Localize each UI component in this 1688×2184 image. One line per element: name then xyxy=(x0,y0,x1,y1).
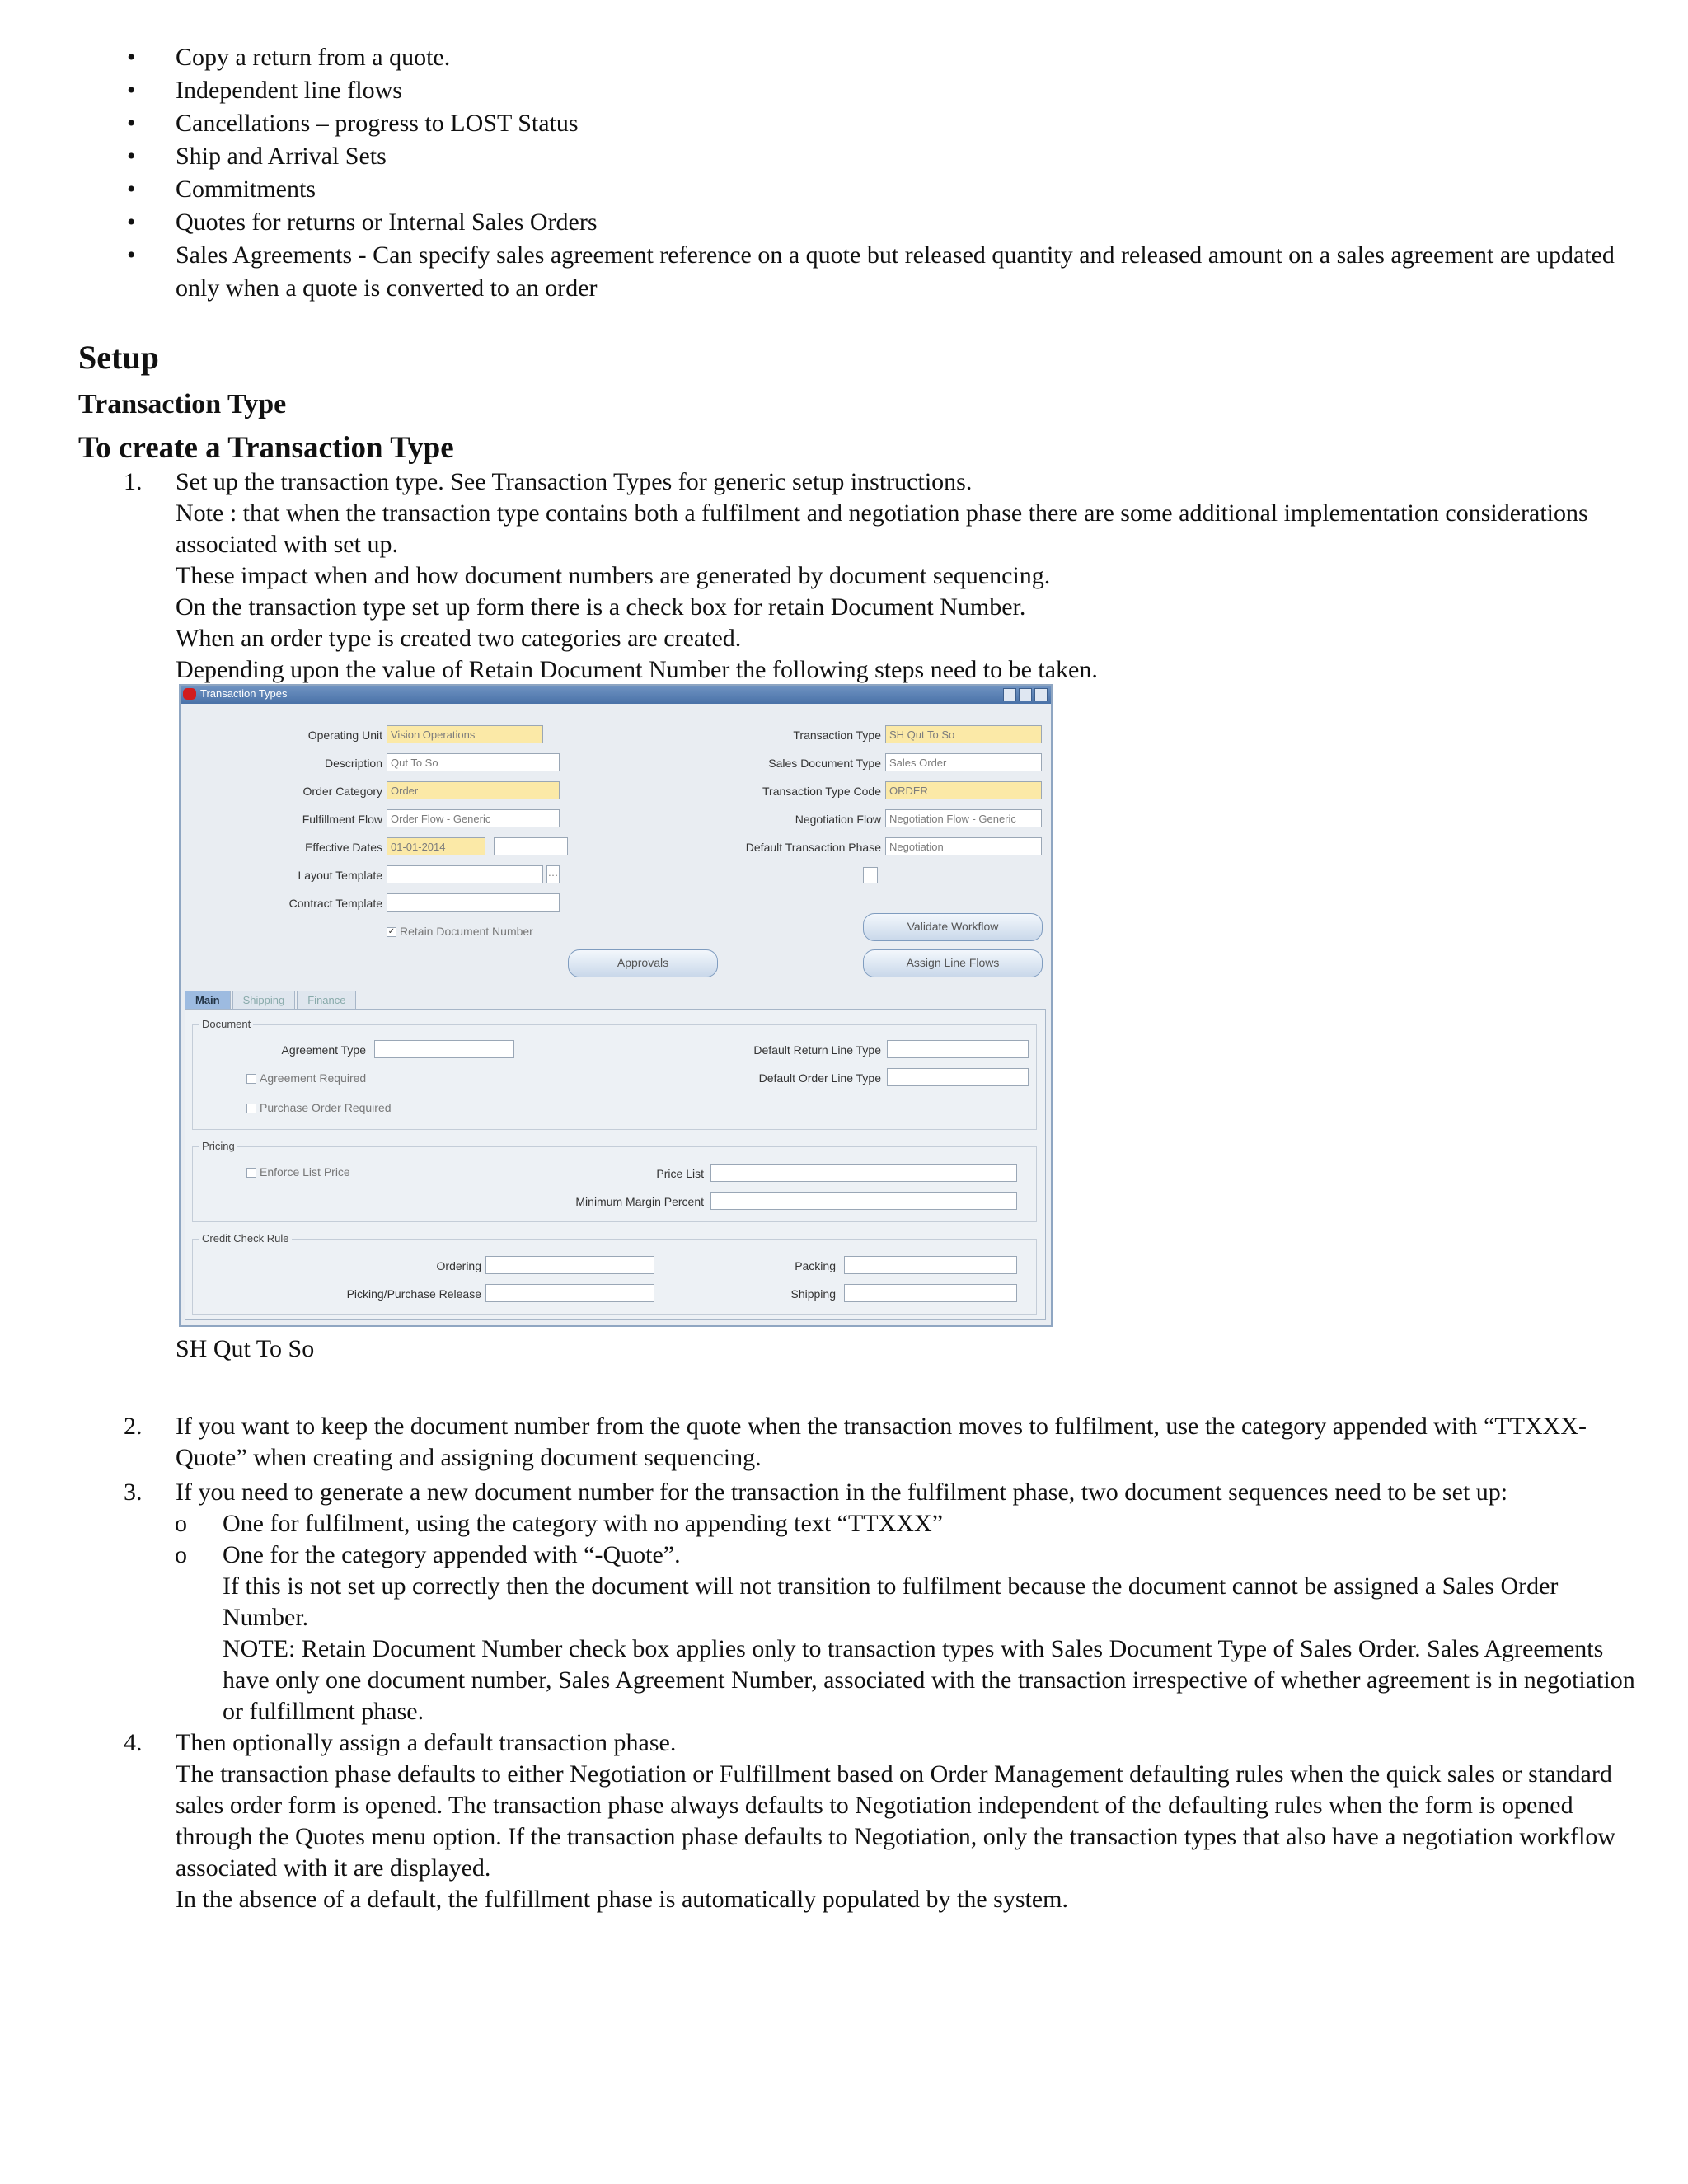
purchase-order-required-checkbox[interactable]: Purchase Order Required xyxy=(246,1101,392,1114)
default-transaction-phase-field[interactable]: Negotiation xyxy=(885,837,1042,855)
steps-list xyxy=(124,466,1648,686)
step-3-subitem: o One for the category appended with “-Quote”. If this is not set up correctly then the document will not transition to fulfilment because the document cannot be assigned a Sales Order Number. NOTE: Retain Document Number check box applies only to transaction types with Sales Document Type of Sales Order. Sales Agreements have only one document number, Sales Agreement Number, associated with the transaction irrespective of whether agreement is in negotiation or fulfillment phase. xyxy=(175,1541,1635,1725)
window-titlebar: Transaction Types xyxy=(181,686,1051,704)
tab-finance[interactable]: Finance xyxy=(297,991,356,1009)
create-transaction-type-heading: To create a Transaction Type xyxy=(78,431,454,465)
default-return-line-type-field[interactable] xyxy=(887,1040,1029,1058)
retain-document-number-checkbox[interactable]: ✓ Retain Document Number xyxy=(387,925,533,938)
list-of-values-icon[interactable]: … xyxy=(546,865,560,883)
checked-box-icon: ✓ xyxy=(387,927,396,937)
oracle-logo-icon xyxy=(183,688,196,700)
step-2: 2. If you want to keep the document number from the quote when the transaction moves to fulfilment, use the category appended with “TTXXX-Quote” when creating and assigning document sequencing. xyxy=(124,1413,1587,1471)
transaction-type-field[interactable]: SH Qut To So xyxy=(885,725,1042,743)
effective-date-from-field[interactable]: 01-01-2014 xyxy=(387,837,485,855)
feature-bullet-list xyxy=(124,41,1632,305)
minimum-margin-percent-field[interactable] xyxy=(710,1192,1017,1210)
bullet-item: • Quotes for returns or Internal Sales Orders xyxy=(127,209,598,236)
bullet-item: • Sales Agreements - Can specify sales agreement reference on a quote but released quantity and released amount on a sales agreement are updated only when a quote is converted to an order xyxy=(127,241,1615,302)
maximize-icon[interactable] xyxy=(1019,688,1032,701)
step-4: 4. Then optionally assign a default transaction phase. The transaction phase defaults to either Negotiation or Fulfillment based on Order Management defaulting rules when the quick sales or standard sales order form is opened. The transaction phase always defaults to Negotiation independent of the defaulting rules when the form is opened through the Quotes menu option. If the transaction phase defaults to Negotiation, only the transaction types that also have a negotiation workflow associated with it are displayed. In the absence of a default, the fulfillment phase is automatically populated by the system. xyxy=(124,1729,1616,1913)
fulfillment-flow-field[interactable]: Order Flow - Generic xyxy=(387,809,560,827)
pricing-group: Pricing Enforce List Price Price List Minimum Margin Percent xyxy=(192,1146,1037,1222)
bullet-item: • Ship and Arrival Sets xyxy=(127,143,387,170)
minimize-icon[interactable] xyxy=(1003,688,1016,701)
tab-shipping[interactable]: Shipping xyxy=(232,991,296,1009)
bullet-item: • Cancellations – progress to LOST Status xyxy=(127,110,579,137)
credit-check-rule-group: Credit Check Rule Ordering Picking/Purchase Release Packing Shipping xyxy=(192,1239,1037,1315)
figure-caption: SH Qut To So xyxy=(176,1335,315,1362)
transaction-type-heading: Transaction Type xyxy=(78,389,287,419)
ordering-field[interactable] xyxy=(485,1256,654,1274)
shipping-field[interactable] xyxy=(844,1284,1017,1302)
description-field[interactable]: Qut To So xyxy=(387,753,560,771)
step-1: 1. Set up the transaction type. See Transaction Types for generic setup instructions. Note : that when the transaction type contains both a fulfilment and negotiation phase there are some additional implementation considerations associated with set up. These impact when and how document numbers are generated by document sequencing. On the transaction type set up form there is a check box for retain Document Number. When an order type is created two categories are created. Depending upon the value of Retain Document Number the following steps need to be taken. xyxy=(124,468,1588,683)
packing-field[interactable] xyxy=(844,1256,1017,1274)
layout-template-field[interactable] xyxy=(387,865,543,883)
validate-workflow-button[interactable]: Validate Workflow xyxy=(863,913,1043,941)
negotiation-flow-field[interactable]: Negotiation Flow - Generic xyxy=(885,809,1042,827)
agreement-type-field[interactable] xyxy=(374,1040,514,1058)
effective-date-to-field[interactable] xyxy=(494,837,568,855)
bullet-item: • Independent line flows xyxy=(127,77,402,104)
order-category-field[interactable]: Order xyxy=(387,781,560,799)
step-3: 3. If you need to generate a new document number for the transaction in the fulfilment phase, two document sequences need to be set up: xyxy=(124,1479,1508,1506)
price-list-field[interactable] xyxy=(710,1164,1017,1182)
sales-document-type-field[interactable]: Sales Order xyxy=(885,753,1042,771)
transaction-type-code-field[interactable]: ORDER xyxy=(885,781,1042,799)
bullet-item: • Commitments xyxy=(127,176,316,203)
assign-line-flows-button[interactable]: Assign Line Flows xyxy=(863,949,1043,977)
descriptive-flex-field[interactable] xyxy=(863,867,878,883)
transaction-types-form-screenshot: Transaction Types Operating Unit Vision Operations Description Qut To So Order Category Order Fulfillment Flow Order Flow - Generic Effective Dates 01-01-2014 Layout Template … Contract Template ✓ Retain Document Number Transaction Type SH Qut To So Sales Document Type Sales Order Transaction Type Code ORDER Negotiation Flow Negotiation Flow - Generic Default Transaction Phase Negotiation Validate Workflow Approvals Assign Line Flows Main Shipping Finance Document Agreement Type Agreement Required Purchase Order Required Default Return Line Type Default Order Line Type Pricing Enforce List Price Price List Minimum Margin Percent Credit Check Rule Ordering Picking/Purchase Release Packing Shipping xyxy=(179,684,1053,1327)
picking-purchase-release-field[interactable] xyxy=(485,1284,654,1302)
setup-heading: Setup xyxy=(78,339,159,376)
operating-unit-field[interactable]: Vision Operations xyxy=(387,725,543,743)
document-group: Document Agreement Type Agreement Required Purchase Order Required Default Return Line Type Default Order Line Type xyxy=(192,1024,1037,1130)
main-tab-panel xyxy=(185,1009,1046,1320)
step-3-subitem: o One for fulfilment, using the category with no appending text “TTXXX” xyxy=(175,1510,943,1537)
tab-main[interactable]: Main xyxy=(185,991,231,1009)
form-tabs xyxy=(185,991,358,1009)
contract-template-field[interactable] xyxy=(387,893,560,912)
close-icon[interactable] xyxy=(1034,688,1048,701)
enforce-list-price-checkbox[interactable]: Enforce List Price xyxy=(246,1165,350,1179)
approvals-button[interactable]: Approvals xyxy=(568,949,718,977)
default-order-line-type-field[interactable] xyxy=(887,1068,1029,1086)
steps-list-continued xyxy=(124,1411,1648,1915)
agreement-required-checkbox[interactable]: Agreement Required xyxy=(246,1071,366,1085)
bullet-item: • Copy a return from a quote. xyxy=(127,44,451,71)
